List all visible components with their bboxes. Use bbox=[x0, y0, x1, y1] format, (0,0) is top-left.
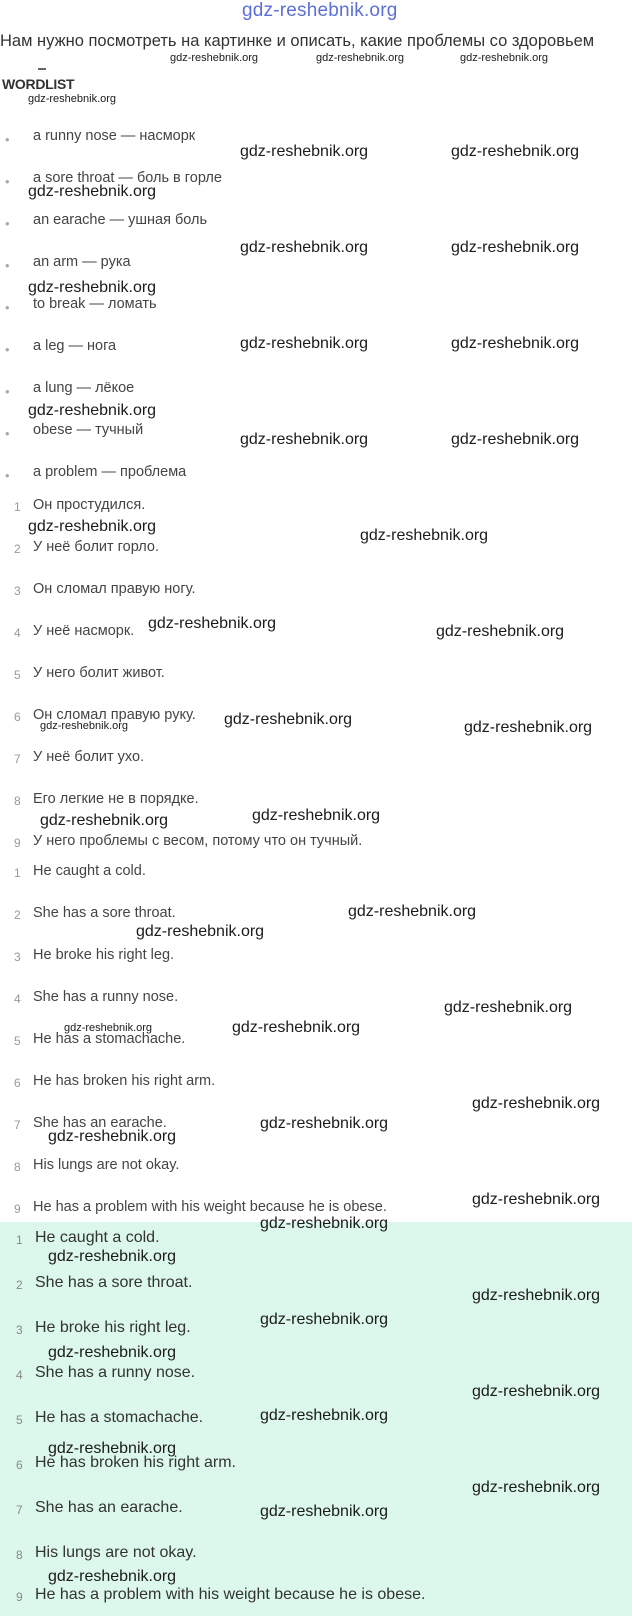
sentence-number: 9 bbox=[14, 836, 21, 850]
watermark: gdz-reshebnik.org bbox=[451, 239, 580, 256]
watermark: gdz-reshebnik.org bbox=[170, 52, 259, 64]
watermark: gdz-reshebnik.org bbox=[260, 1215, 389, 1232]
sentence-number: 7 bbox=[14, 1118, 21, 1132]
watermark: gdz-reshebnik.org bbox=[260, 1407, 389, 1424]
watermark: gdz-reshebnik.org bbox=[451, 431, 580, 448]
english-sentence: She has a runny nose. bbox=[33, 989, 179, 1005]
watermark: gdz-reshebnik.org bbox=[260, 1503, 389, 1520]
answer-sentence: She has a runny nose. bbox=[35, 1364, 196, 1381]
bullet-icon: • bbox=[5, 174, 10, 189]
answer-sentence: He broke his right leg. bbox=[35, 1319, 191, 1336]
wordlist-item: a leg — нога bbox=[33, 338, 117, 354]
sentence-number: 8 bbox=[14, 794, 21, 808]
watermark: gdz-reshebnik.org bbox=[232, 1019, 361, 1036]
wordlist-item: an earache — ушная боль bbox=[33, 212, 208, 228]
sentence-number: 2 bbox=[14, 542, 21, 556]
sentence-number: 7 bbox=[14, 752, 21, 766]
wordlist-title: WORDLIST bbox=[2, 76, 75, 92]
russian-sentence: Он сломал правую ногу. bbox=[33, 581, 196, 597]
answer-number: 2 bbox=[16, 1278, 23, 1292]
watermark: gdz-reshebnik.org bbox=[48, 1128, 177, 1145]
watermark: gdz-reshebnik.org bbox=[472, 1383, 601, 1400]
watermark: gdz-reshebnik.org bbox=[28, 93, 117, 105]
sentence-number: 5 bbox=[14, 1034, 21, 1048]
sentence-number: 4 bbox=[14, 992, 21, 1006]
wordlist-item: a problem — проблема bbox=[33, 464, 187, 480]
sentence-number: 9 bbox=[14, 1202, 21, 1216]
sentence-number: 1 bbox=[14, 866, 21, 880]
sentence-number: 6 bbox=[14, 1076, 21, 1090]
watermark: gdz-reshebnik.org bbox=[260, 1311, 389, 1328]
watermark: gdz-reshebnik.org bbox=[348, 903, 477, 920]
sentence-number: 1 bbox=[14, 500, 21, 514]
watermark: gdz-reshebnik.org bbox=[28, 518, 157, 535]
wordlist-item: a sore throat — боль в горле bbox=[33, 170, 222, 186]
english-sentence: She has an earache. bbox=[33, 1115, 167, 1131]
russian-sentence: У неё насморк. bbox=[33, 623, 135, 639]
answer-number: 9 bbox=[16, 1590, 23, 1604]
watermark: gdz-reshebnik.org bbox=[64, 1022, 153, 1034]
english-sentence: He has a problem with his weight because he is obese. bbox=[33, 1199, 387, 1215]
watermark: gdz-reshebnik.org bbox=[136, 923, 265, 940]
watermark: gdz-reshebnik.org bbox=[260, 1115, 389, 1132]
watermark: gdz-reshebnik.org bbox=[444, 999, 573, 1016]
watermark: gdz-reshebnik.org bbox=[240, 335, 369, 352]
sentence-number: 3 bbox=[14, 950, 21, 964]
watermark: gdz-reshebnik.org bbox=[28, 279, 157, 296]
sentence-number: 6 bbox=[14, 710, 21, 724]
watermark: gdz-reshebnik.org bbox=[28, 402, 157, 419]
english-sentence: He has broken his right arm. bbox=[33, 1073, 216, 1089]
watermark: gdz-reshebnik.org bbox=[48, 1440, 177, 1457]
watermark: gdz-reshebnik.org bbox=[240, 143, 369, 160]
wordlist-item: a runny nose — насморк bbox=[33, 128, 196, 144]
answer-number: 5 bbox=[16, 1413, 23, 1427]
watermark: gdz-reshebnik.org bbox=[224, 711, 353, 728]
watermark: gdz-reshebnik.org bbox=[451, 335, 580, 352]
watermark: gdz-reshebnik.org bbox=[148, 615, 277, 632]
bullet-icon: • bbox=[5, 216, 10, 231]
watermark: gdz-reshebnik.org bbox=[48, 1344, 177, 1361]
answer-sentence: He has a stomachache. bbox=[35, 1409, 204, 1426]
site-watermark-header: gdz-reshebnik.org bbox=[242, 0, 398, 21]
bullet-icon: • bbox=[5, 384, 10, 399]
bullet-icon: • bbox=[5, 468, 10, 483]
wordlist-item: obese — тучный bbox=[33, 422, 144, 438]
watermark: gdz-reshebnik.org bbox=[48, 1248, 177, 1265]
russian-sentence: У неё болит горло. bbox=[33, 539, 160, 555]
watermark: gdz-reshebnik.org bbox=[451, 143, 580, 160]
bullet-icon: • bbox=[5, 258, 10, 273]
watermark: gdz-reshebnik.org bbox=[464, 719, 593, 736]
watermark: gdz-reshebnik.org bbox=[360, 527, 489, 544]
russian-sentence: У неё болит ухо. bbox=[33, 749, 145, 765]
wordlist-item: to break — ломать bbox=[33, 296, 157, 312]
english-sentence: She has a sore throat. bbox=[33, 905, 176, 921]
watermark: gdz-reshebnik.org bbox=[472, 1287, 601, 1304]
watermark: gdz-reshebnik.org bbox=[240, 431, 369, 448]
watermark: gdz-reshebnik.org bbox=[28, 183, 157, 200]
answer-number: 8 bbox=[16, 1548, 23, 1562]
answer-sentence: He has broken his right arm. bbox=[35, 1454, 236, 1471]
russian-sentence: Его легкие не в порядке. bbox=[33, 791, 199, 807]
answer-sentence: His lungs are not okay. bbox=[35, 1544, 197, 1561]
answer-number: 3 bbox=[16, 1323, 23, 1337]
russian-sentence: У него болит живот. bbox=[33, 665, 165, 681]
watermark: gdz-reshebnik.org bbox=[436, 623, 565, 640]
wordlist-item: a lung — лёкое bbox=[33, 380, 135, 396]
watermark: gdz-reshebnik.org bbox=[40, 720, 129, 732]
answer-number: 7 bbox=[16, 1503, 23, 1517]
divider-mark bbox=[38, 68, 46, 70]
russian-sentence: Он сломал правую руку. bbox=[33, 707, 196, 723]
english-sentence: He has a stomachache. bbox=[33, 1031, 186, 1047]
watermark: gdz-reshebnik.org bbox=[316, 52, 405, 64]
bullet-icon: • bbox=[5, 342, 10, 357]
answer-sentence: He has a problem with his weight because he is obese. bbox=[35, 1586, 426, 1603]
bullet-icon: • bbox=[5, 300, 10, 315]
answer-sentence: She has a sore throat. bbox=[35, 1274, 193, 1291]
sentence-number: 4 bbox=[14, 626, 21, 640]
bullet-icon: • bbox=[5, 132, 10, 147]
watermark: gdz-reshebnik.org bbox=[240, 239, 369, 256]
sentence-number: 5 bbox=[14, 668, 21, 682]
russian-sentence: У него проблемы с весом, потому что он тучный. bbox=[33, 833, 363, 849]
english-sentence: He broke his right leg. bbox=[33, 947, 175, 963]
answer-sentence: She has an earache. bbox=[35, 1499, 183, 1516]
watermark: gdz-reshebnik.org bbox=[48, 1568, 177, 1585]
sentence-number: 2 bbox=[14, 908, 21, 922]
watermark: gdz-reshebnik.org bbox=[460, 52, 549, 64]
intro-text: Нам нужно посмотреть на картинке и описать, какие проблемы со здоровьем bbox=[0, 32, 595, 50]
answer-number: 1 bbox=[16, 1233, 23, 1247]
watermark: gdz-reshebnik.org bbox=[472, 1191, 601, 1208]
answer-number: 6 bbox=[16, 1458, 23, 1472]
english-sentence: His lungs are not okay. bbox=[33, 1157, 180, 1173]
russian-sentence: Он простудился. bbox=[33, 497, 146, 513]
watermark: gdz-reshebnik.org bbox=[252, 807, 381, 824]
watermark: gdz-reshebnik.org bbox=[40, 812, 169, 829]
watermark: gdz-reshebnik.org bbox=[472, 1095, 601, 1112]
wordlist-item: an arm — рука bbox=[33, 254, 131, 270]
bullet-icon: • bbox=[5, 426, 10, 441]
answer-sentence: He caught a cold. bbox=[35, 1229, 160, 1246]
answer-number: 4 bbox=[16, 1368, 23, 1382]
sentence-number: 3 bbox=[14, 584, 21, 598]
sentence-number: 8 bbox=[14, 1160, 21, 1174]
english-sentence: He caught a cold. bbox=[33, 863, 146, 879]
watermark: gdz-reshebnik.org bbox=[472, 1479, 601, 1496]
